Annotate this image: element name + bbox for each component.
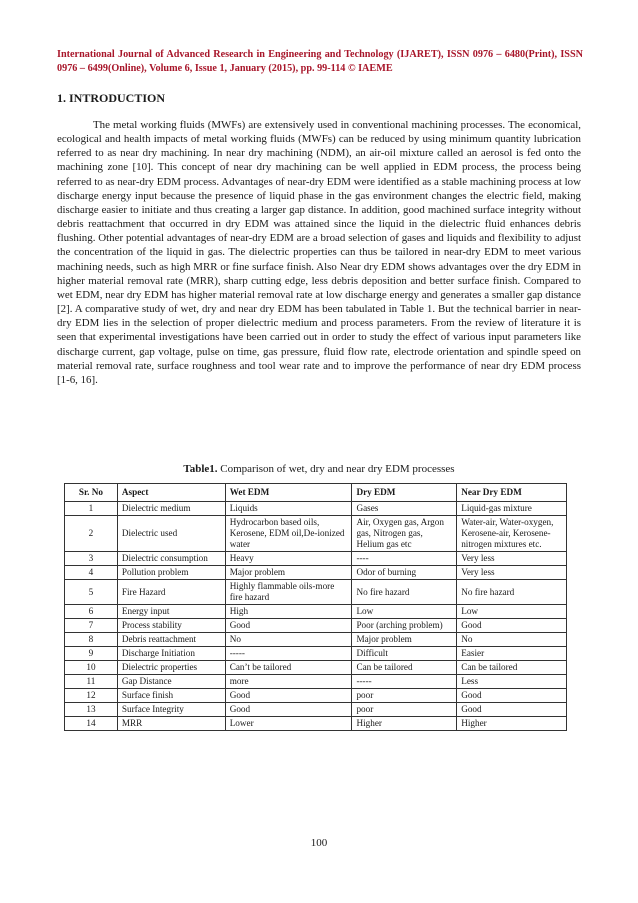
cell-sr-no: 3: [65, 552, 118, 566]
cell-dry-edm: No fire hazard: [352, 580, 457, 605]
cell-wet-edm: No: [225, 633, 352, 647]
table-body: [65, 502, 567, 731]
cell-wet-edm: Hydrocarbon based oils, Kerosene, EDM oil,De-ionized water: [225, 516, 352, 552]
header-sr-no: Sr. No: [65, 484, 118, 502]
table-row: [65, 605, 567, 619]
cell-aspect: Dielectric properties: [117, 661, 225, 675]
cell-dry-edm: Air, Oxygen gas, Argon gas, Nitrogen gas, Helium gas etc: [352, 516, 457, 552]
cell-near-dry-edm: Can be tailored: [457, 661, 567, 675]
cell-dry-edm: Poor (arching problem): [352, 619, 457, 633]
cell-near-dry-edm: Water-air, Water-oxygen, Kerosene-air, Kerosene-nitrogen mixtures etc.: [457, 516, 567, 552]
cell-near-dry-edm: Liquid-gas mixture: [457, 502, 567, 516]
table-row: [65, 580, 567, 605]
cell-aspect: Debris reattachment: [117, 633, 225, 647]
cell-dry-edm: Difficult: [352, 647, 457, 661]
cell-sr-no: 10: [65, 661, 118, 675]
cell-aspect: Surface Integrity: [117, 703, 225, 717]
introduction-paragraph: The metal working fluids (MWFs) are extensively used in conventional machining processes. The economical, ecological and health impacts of metal working fluids (MWFs) can be reduced by using minimum quantity lubrication referred to as near dry machining. In near dry machining (NDM), an air-oil mixture called an aerosol is fed onto the machining zone [10]. This concept of near dry machining can be well applied in EDM process, the process being referred to as near-dry EDM process. Advantages of near-dry EDM were identified as a stable machining process at low discharge energy input because the presence of liquid phase in the gas environment changes the electric field, making discharge easier to initiate and thus creating a larger gap distance. In addition, good machined surface integrity without debris reattachment that occurred in dry EDM was attained since the liquid in the dielectric fluid enhances debris flushing. Other potential advantages of near-dry EDM are a broad selection of gases and liquids and flexibility to adjust the concentration of the liquid in gas. The dielectric properties can thus be tailored in near-dry EDM to meet various machining needs, such as high MRR or fine surface finish. Also Near dry EDM shows advantages over the dry EDM in higher material removal rate (MRR), sharp cutting edge, less debris deposition and better surface finish. Compared to wet EDM, near dry EDM has higher material removal rate at low discharge energy and generates a smaller gap distance [2]. A comparative study of wet, dry and near dry EDM has been tabulated in Table 1. But the technical barrier in near-dry EDM lies in the selection of proper dielectric medium and process parameters. From the review of literature it is seen that experimental investigations have been carried out in order to study the effect of various input parameters like discharge current, gap voltage, pulse on time, gas pressure, fluid flow rate, electrode orientation and spindle speed on material removal rate, surface roughness and tool wear rate and to improve the performance of near dry EDM process [1-6, 16].: [57, 119, 581, 386]
cell-sr-no: 9: [65, 647, 118, 661]
cell-sr-no: 12: [65, 689, 118, 703]
table-row: [65, 566, 567, 580]
cell-aspect: MRR: [117, 717, 225, 731]
cell-wet-edm: Lower: [225, 717, 352, 731]
journal-header: International Journal of Advanced Research in Engineering and Technology (IJARET), ISSN 0976 – 6480(Print), ISSN 0976 – 6499(Online), Volume 6, Issue 1, January (2015), pp. 99-114 © IAEME: [57, 49, 583, 74]
cell-dry-edm: -----: [352, 675, 457, 689]
cell-near-dry-edm: No: [457, 633, 567, 647]
cell-dry-edm: Gases: [352, 502, 457, 516]
table-row: [65, 552, 567, 566]
cell-aspect: Fire Hazard: [117, 580, 225, 605]
cell-near-dry-edm: Good: [457, 689, 567, 703]
table-row: [65, 619, 567, 633]
cell-aspect: Surface finish: [117, 689, 225, 703]
cell-sr-no: 2: [65, 516, 118, 552]
table-row: [65, 516, 567, 552]
table-row: [65, 661, 567, 675]
cell-sr-no: 1: [65, 502, 118, 516]
cell-near-dry-edm: Easier: [457, 647, 567, 661]
cell-aspect: Dielectric medium: [117, 502, 225, 516]
table-row: [65, 675, 567, 689]
header-near-dry-edm: Near Dry EDM: [457, 484, 567, 502]
section-heading: 1. INTRODUCTION: [57, 91, 166, 105]
cell-wet-edm: Heavy: [225, 552, 352, 566]
comparison-table: [64, 483, 567, 731]
table-row: [65, 703, 567, 717]
table-header-row: [65, 484, 567, 502]
header-wet-edm: Wet EDM: [225, 484, 352, 502]
table-caption: [0, 463, 638, 475]
cell-wet-edm: Can’t be tailored: [225, 661, 352, 675]
cell-dry-edm: ----: [352, 552, 457, 566]
cell-aspect: Dielectric used: [117, 516, 225, 552]
cell-near-dry-edm: Very less: [457, 566, 567, 580]
cell-near-dry-edm: No fire hazard: [457, 580, 567, 605]
cell-sr-no: 14: [65, 717, 118, 731]
cell-near-dry-edm: Higher: [457, 717, 567, 731]
cell-aspect: Gap Distance: [117, 675, 225, 689]
table-row: [65, 502, 567, 516]
cell-wet-edm: Liquids: [225, 502, 352, 516]
cell-dry-edm: poor: [352, 689, 457, 703]
cell-wet-edm: High: [225, 605, 352, 619]
table-caption-label: Table1.: [183, 463, 218, 475]
cell-aspect: Energy input: [117, 605, 225, 619]
cell-sr-no: 13: [65, 703, 118, 717]
cell-wet-edm: more: [225, 675, 352, 689]
cell-sr-no: 7: [65, 619, 118, 633]
cell-aspect: Discharge Initiation: [117, 647, 225, 661]
cell-near-dry-edm: Good: [457, 619, 567, 633]
cell-near-dry-edm: Less: [457, 675, 567, 689]
cell-wet-edm: Good: [225, 619, 352, 633]
header-dry-edm: Dry EDM: [352, 484, 457, 502]
cell-wet-edm: Good: [225, 703, 352, 717]
cell-wet-edm: Good: [225, 689, 352, 703]
cell-dry-edm: Can be tailored: [352, 661, 457, 675]
cell-near-dry-edm: Good: [457, 703, 567, 717]
page-number: 100: [310, 837, 328, 849]
table-row: [65, 717, 567, 731]
cell-sr-no: 6: [65, 605, 118, 619]
cell-near-dry-edm: Low: [457, 605, 567, 619]
cell-dry-edm: Odor of burning: [352, 566, 457, 580]
cell-aspect: Dielectric consumption: [117, 552, 225, 566]
table-row: [65, 633, 567, 647]
cell-dry-edm: poor: [352, 703, 457, 717]
cell-aspect: Pollution problem: [117, 566, 225, 580]
cell-wet-edm: Highly flammable oils-more fire hazard: [225, 580, 352, 605]
table-row: [65, 689, 567, 703]
cell-sr-no: 8: [65, 633, 118, 647]
cell-dry-edm: Low: [352, 605, 457, 619]
cell-wet-edm: -----: [225, 647, 352, 661]
cell-dry-edm: Major problem: [352, 633, 457, 647]
cell-wet-edm: Major problem: [225, 566, 352, 580]
cell-sr-no: 4: [65, 566, 118, 580]
table-caption-text: Comparison of wet, dry and near dry EDM processes: [217, 463, 455, 475]
cell-sr-no: 5: [65, 580, 118, 605]
table-row: [65, 647, 567, 661]
cell-sr-no: 11: [65, 675, 118, 689]
cell-dry-edm: Higher: [352, 717, 457, 731]
cell-near-dry-edm: Very less: [457, 552, 567, 566]
header-aspect: Aspect: [117, 484, 225, 502]
cell-aspect: Process stability: [117, 619, 225, 633]
